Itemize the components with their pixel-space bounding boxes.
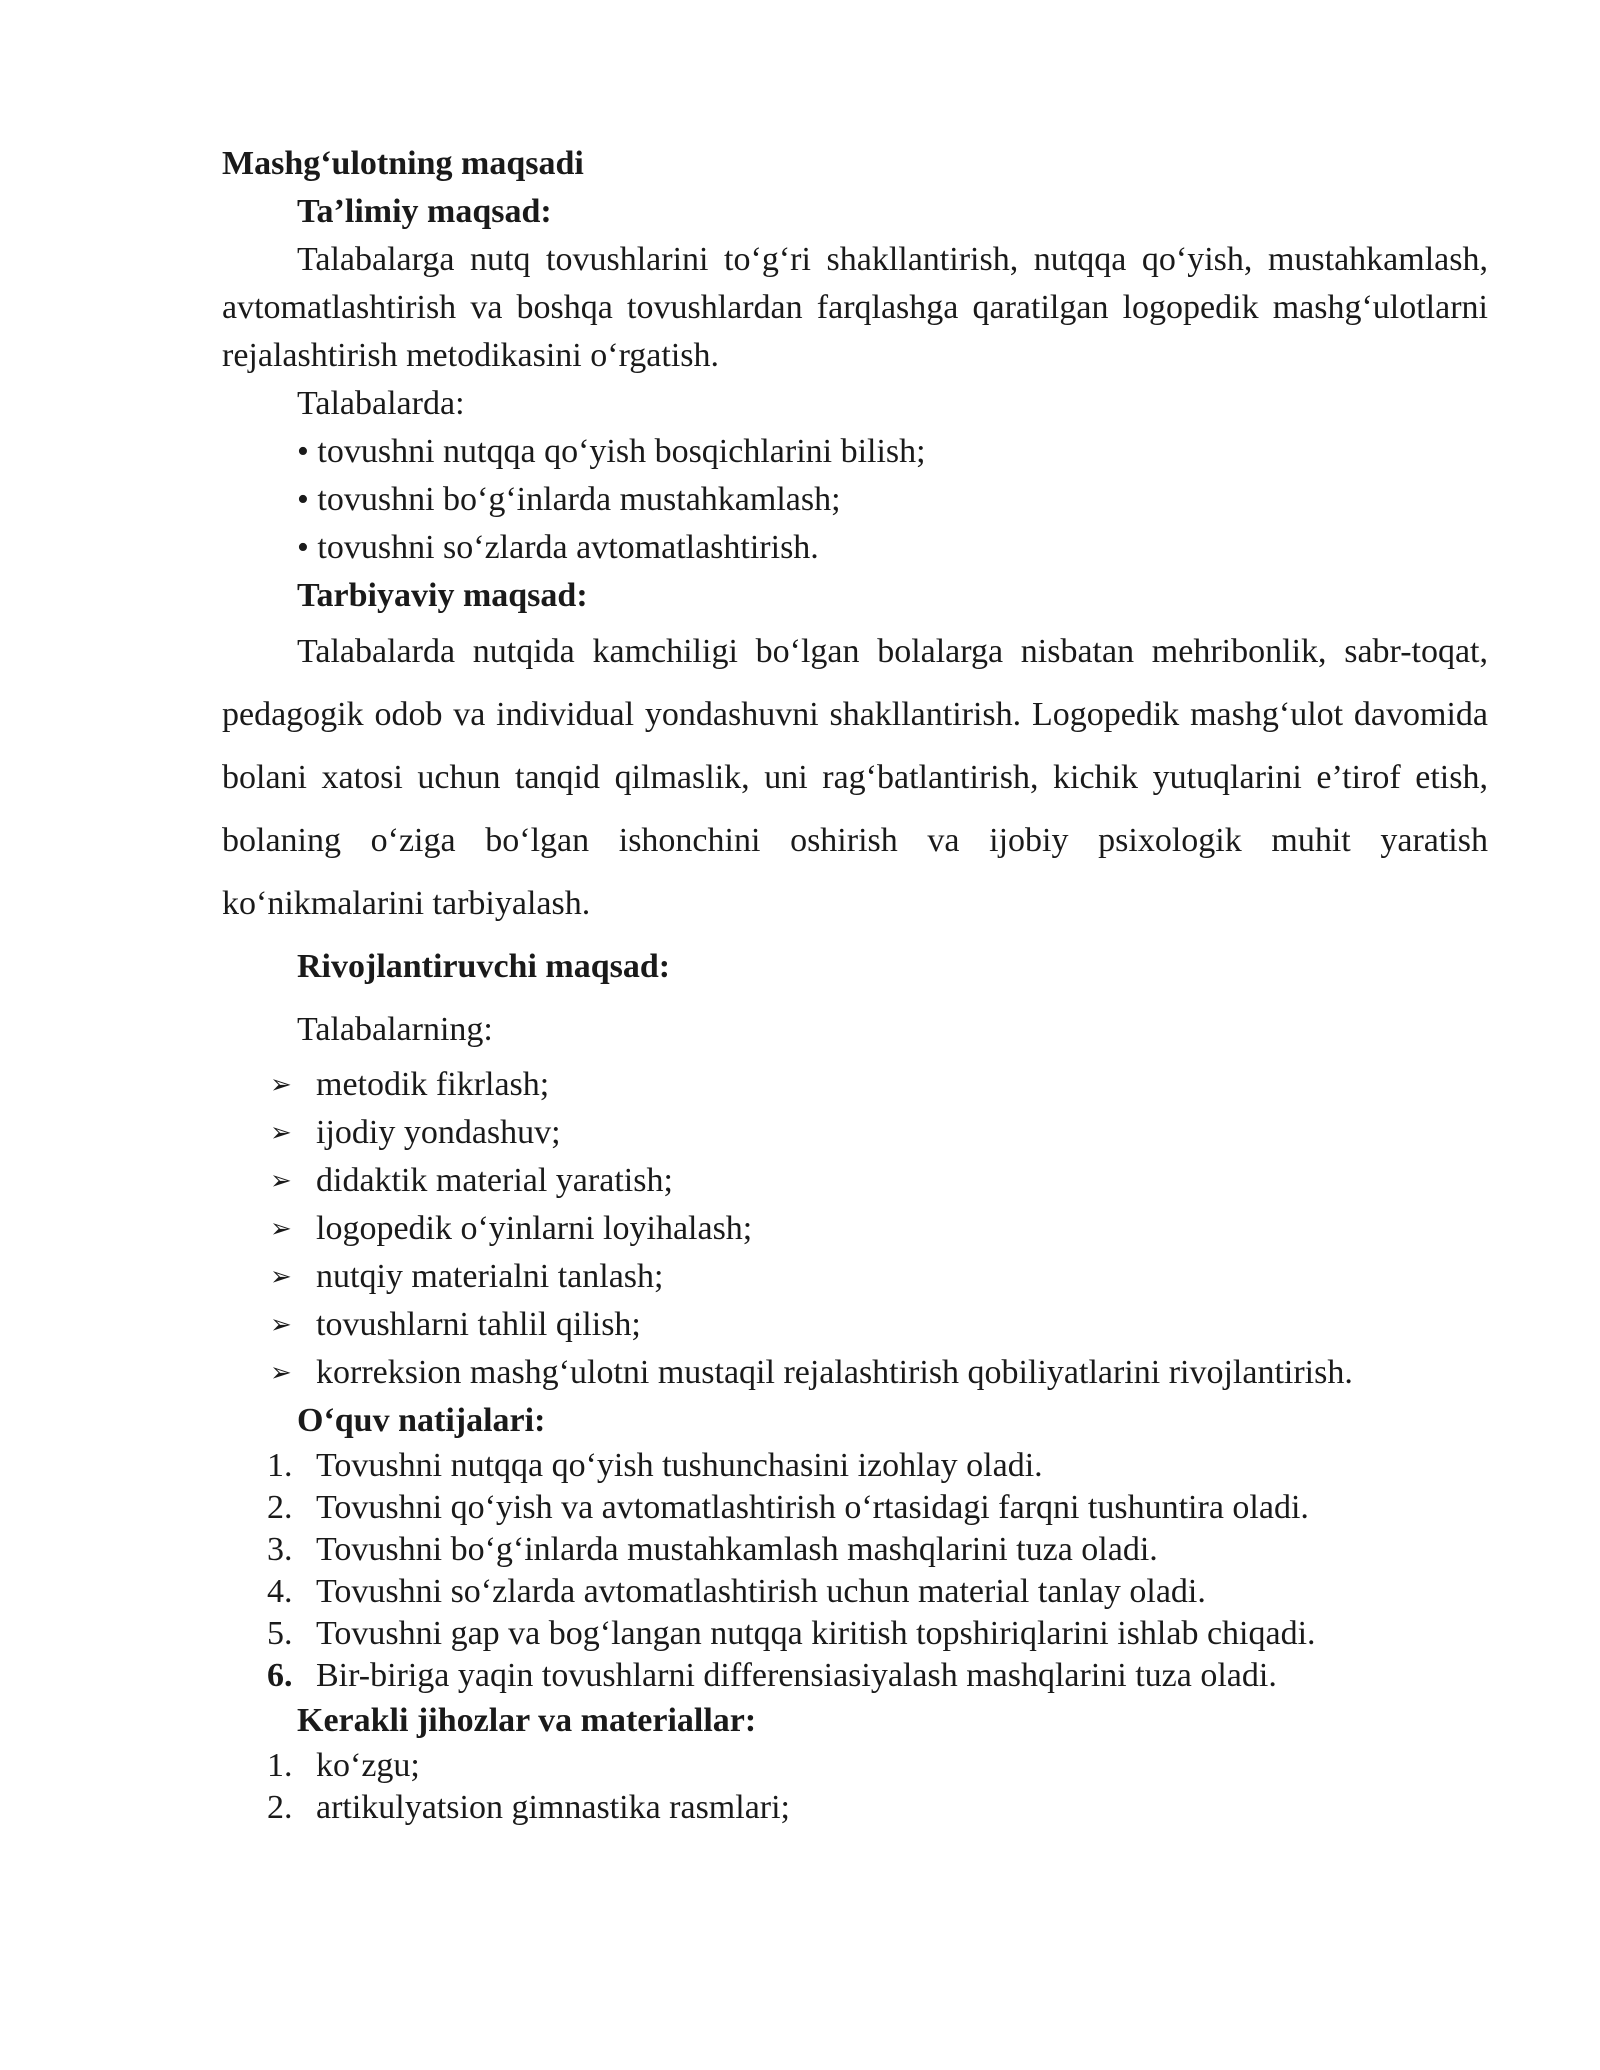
list-item-text: Tovushni so‘zlarda avtomatlashtirish uchun material tanlay oladi.: [316, 1573, 1206, 1610]
list-number: 1.: [267, 1747, 293, 1784]
rivojlantiruvchi-list: [222, 1061, 1488, 1397]
list-item: [222, 1301, 1488, 1349]
list-item-text: Tovushni bo‘g‘inlarda mustahkamlash mashqlarini tuza oladi.: [316, 1531, 1158, 1568]
list-item: [222, 1529, 1488, 1571]
list-item-text: Tovushni qo‘yish va avtomatlashtirish o‘rtasidagi farqni tushuntira oladi.: [316, 1489, 1309, 1526]
list-number: 2.: [267, 1789, 293, 1826]
list-item: [222, 1487, 1488, 1529]
list-number: 3.: [267, 1531, 293, 1568]
rivojlantiruvchi-heading: Rivojlantiruvchi maqsad:: [297, 948, 671, 985]
talimiy-item: • tovushni bo‘g‘inlarda mustahkamlash;: [297, 481, 841, 518]
talimiy-item: • tovushni nutqqa qo‘yish bosqichlarini bilish;: [297, 433, 926, 470]
list-item-text: artikulyatsion gimnastika rasmlari;: [316, 1789, 791, 1826]
list-number: 2.: [267, 1489, 293, 1526]
rivojlantiruvchi-lead: Talabalarning:: [297, 1011, 493, 1048]
list-item-text: tovushlarni tahlil qilish;: [316, 1306, 641, 1343]
list-item: [222, 1109, 1488, 1157]
list-item: [222, 1061, 1488, 1109]
list-item-text: didaktik material yaratish;: [316, 1162, 673, 1199]
natijalar-heading: O‘quv natijalari:: [297, 1402, 546, 1439]
list-item: [222, 1745, 1488, 1787]
talimiy-lead: Talabalarda:: [297, 385, 465, 422]
list-item: [222, 1253, 1488, 1301]
list-item-text: nutqiy materialni tanlash;: [316, 1258, 664, 1295]
list-number: 5.: [267, 1615, 293, 1652]
arrow-bullet-icon: ➢: [270, 1118, 292, 1147]
list-item-text: Tovushni nutqqa qo‘yish tushunchasini izohlay oladi.: [316, 1447, 1043, 1484]
list-item-text: Tovushni gap va bog‘langan nutqqa kiritish topshiriqlarini ishlab chiqadi.: [316, 1615, 1316, 1652]
arrow-bullet-icon: ➢: [270, 1166, 292, 1195]
list-item: [222, 1571, 1488, 1613]
list-item-text: ko‘zgu;: [316, 1747, 420, 1784]
talimiy-item: • tovushni so‘zlarda avtomatlashtirish.: [297, 529, 819, 566]
list-number: 4.: [267, 1573, 293, 1610]
list-item: [222, 1787, 1488, 1829]
arrow-bullet-icon: ➢: [270, 1310, 292, 1339]
arrow-bullet-icon: ➢: [270, 1070, 292, 1099]
list-item: [222, 1613, 1488, 1655]
list-item: [222, 1445, 1488, 1487]
document-page: [222, 140, 1488, 1829]
arrow-bullet-icon: ➢: [270, 1214, 292, 1243]
list-number: 6.: [267, 1657, 293, 1694]
tarbiyaviy-paragraph: Talabalarda nutqida kamchiligi bo‘lgan bolalarga nisbatan mehribonlik, sabr-toqat, pedagogik odob va individual yondashuvni shakllantirish. Logopedik mashg‘ulot davomida bolani xatosi uchun tanqid qilmaslik, uni rag‘batlantirish, kichik yutuqlarini e’tirof etish, bolaning o‘ziga bo‘lgan ishonchini oshirish va ijobiy psixologik muhit yaratish ko‘nikmalarini tarbiyalash.: [222, 633, 1488, 922]
list-item: [222, 1205, 1488, 1253]
list-item-text: korreksion mashg‘ulotni mustaqil rejalashtirish qobiliyatlarini rivojlantirish.: [316, 1354, 1353, 1391]
list-item: [222, 1157, 1488, 1205]
arrow-bullet-icon: ➢: [270, 1262, 292, 1291]
list-item: [222, 1349, 1488, 1397]
natijalar-list: [222, 1445, 1488, 1697]
arrow-bullet-icon: ➢: [270, 1358, 292, 1387]
talimiy-heading: Ta’limiy maqsad:: [297, 193, 552, 230]
list-item: [222, 1655, 1488, 1697]
jihozlar-heading: Kerakli jihozlar va materiallar:: [297, 1702, 757, 1739]
list-item-text: ijodiy yondashuv;: [316, 1114, 561, 1151]
document-title: Mashg‘ulotning maqsadi: [222, 145, 584, 182]
talimiy-paragraph: Talabalarga nutq tovushlarini to‘g‘ri shakllantirish, nutqqa qo‘yish, mustahkamlash, avtomatlashtirish va boshqa tovushlardan farqlashga qaratilgan logopedik mashg‘ulotlarni rejalashtirish metodikasini o‘rgatish.: [222, 241, 1488, 374]
list-item-text: metodik fikrlash;: [316, 1066, 550, 1103]
jihozlar-list: [222, 1745, 1488, 1829]
tarbiyaviy-heading: Tarbiyaviy maqsad:: [297, 577, 588, 614]
list-number: 1.: [267, 1447, 293, 1484]
list-item-text: Bir-biriga yaqin tovushlarni differensiasiyalash mashqlarini tuza oladi.: [316, 1657, 1277, 1694]
list-item-text: logopedik o‘yinlarni loyihalash;: [316, 1210, 753, 1247]
